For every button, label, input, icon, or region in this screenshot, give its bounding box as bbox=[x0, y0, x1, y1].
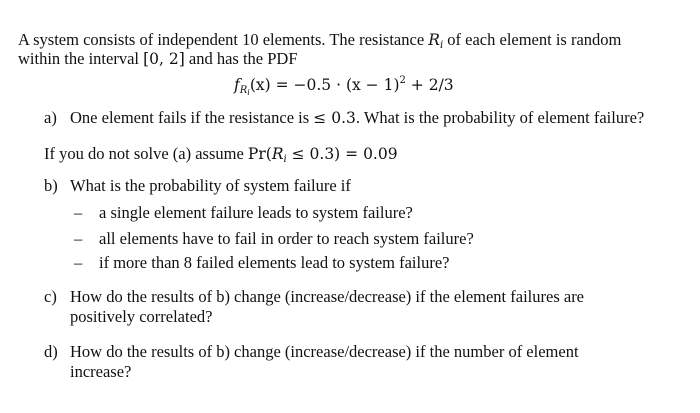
bullet-dash-1: – bbox=[74, 203, 83, 222]
resistance-symbol: $R_i$ bbox=[428, 31, 444, 51]
part-d-line-1: How do the results of b) change (increase/decrease) if the number of element bbox=[70, 342, 579, 361]
assumption-note: If you do not solve (a) assume $Pr(R_i \le 0.3) = 0.09$ bbox=[44, 144, 398, 165]
part-c-line-1: How do the results of b) change (increase/decrease) if the element failures are bbox=[70, 287, 585, 306]
part-b-bullet-2: all elements have to fail in order to reach system failure? bbox=[99, 229, 474, 248]
part-b-bullet-3: if more than 8 failed elements lead to system failure? bbox=[99, 253, 450, 272]
pdf-equation: $f_{R_i}(x) = -0.5 \cdot (x - 1)^2 + 2/3$ bbox=[234, 75, 454, 97]
bullet-dash-2: – bbox=[74, 229, 83, 248]
part-b-bullet-1: a single element failure leads to system failure? bbox=[99, 203, 413, 222]
part-c-label: c) bbox=[44, 287, 57, 306]
part-d-label: d) bbox=[44, 342, 58, 361]
intro-text-1b: of each element is random bbox=[443, 30, 622, 49]
part-d-line-2: increase? bbox=[70, 362, 132, 381]
part-c-line-2: positively correlated? bbox=[70, 307, 213, 326]
part-b-label: b) bbox=[44, 176, 58, 195]
intro-text-2a: within the interval bbox=[18, 49, 144, 68]
part-b-text: What is the probability of system failure if bbox=[70, 176, 351, 195]
intro-text-1a: A system consists of independent 10 elements. The resistance bbox=[18, 30, 429, 49]
part-a-text: One element fails if the resistance is ≤ 0.3. What is the probability of element failure? bbox=[70, 108, 645, 127]
bullet-dash-3: – bbox=[74, 253, 83, 272]
intro-line-2 bbox=[18, 49, 298, 69]
part-a-label: a) bbox=[44, 108, 57, 127]
intro-line-1 bbox=[18, 30, 621, 50]
interval-math: [0, 2] bbox=[143, 50, 185, 68]
intro-text-2b: and has the PDF bbox=[184, 49, 298, 68]
threshold-math: ≤ 0.3 bbox=[313, 109, 356, 127]
